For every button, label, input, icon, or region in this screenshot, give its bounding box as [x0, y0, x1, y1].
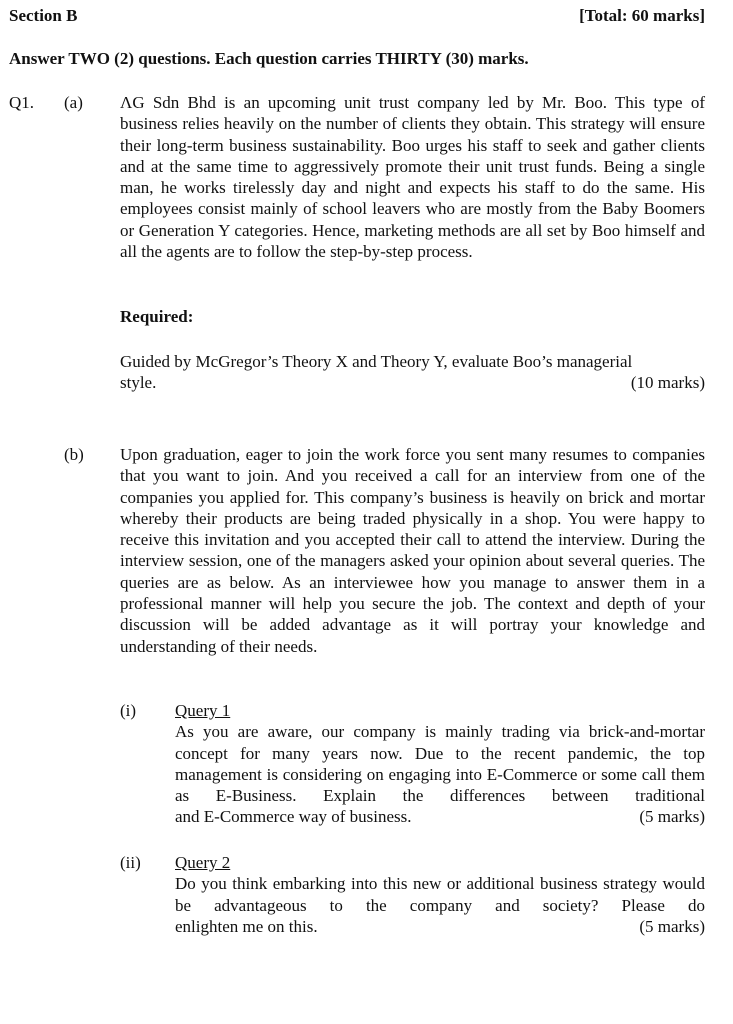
part-a-marks: (10 marks): [630, 373, 705, 393]
query-2-title: Query 2: [175, 853, 231, 872]
part-b-body: Upon graduation, eager to join the work force you sent many resumes to companies that you want to join. And you received a call for an interview from one of the companies you applied for. This company’s business is heavily on brick and mortar whereby their products are being traded physically in a shop. You were happy to receive this invitation and you accepted their call to attend the interview. During the interview session, one of the managers asked your opinion about several queries. The queries are as below. As an interviewee how you manage to answer them in a professional manner will help you secure the job. The context and depth of your discussion will be added advantage as it will portray your knowledge and understanding of their needs.: [120, 445, 705, 656]
query-1-last-line: [175, 806, 705, 827]
sub-ii-label: (ii): [120, 853, 141, 872]
question-number: Q1.: [9, 93, 35, 112]
query-1-body: As you are aware, our company is mainly trading via brick-and-mortar concept for many years now. Due to the recent pandemic, the top management is considering on engaging into E-Commerce or some call them as E-Business. Explain the differences between traditional: [175, 722, 705, 806]
required-text-line1: Guided by McGregor’s Theory X and Theory Y, evaluate Boo’s managerial: [120, 352, 633, 371]
query-1-title: Query 1: [175, 701, 231, 720]
sub-i-label: (i): [120, 701, 137, 720]
query-1-block: [175, 700, 705, 828]
required-label: Required:: [120, 307, 194, 326]
query-2-body: Do you think embarking into this new or additional business strategy would be advantageous to the company and society? Please do: [175, 874, 705, 915]
part-a-body: ΛG Sdn Bhd is an upcoming unit trust company led by Mr. Boo. This type of business relies heavily on the number of clients they obtain. This strategy will ensure their long-term business sustainability. Boo urges his staff to seek and gather clients and at the same time to aggressively promote their unit trust funds. Being a single man, he works tirelessly day and night and expects his staff to do the same. His employees consist mainly of school leavers who are mostly from the Baby Boomers or Generation Y categories. Hence, marketing methods are all set by Boo himself and all the agents are to follow the step-by-step process.: [120, 93, 705, 262]
exam-instruction: Answer TWO (2) questions. Each question carries THIRTY (30) marks.: [9, 49, 529, 68]
total-marks: [Total: 60 marks]: [579, 6, 705, 25]
query-2-block: [175, 852, 705, 937]
query-2-last-line: [175, 916, 705, 937]
part-b-label: (b): [64, 445, 84, 464]
part-a-required-question: [120, 351, 705, 394]
required-text-line2: style.: [120, 373, 157, 393]
query-2-last-text: enlighten me on this.: [175, 916, 318, 936]
query-1-marks: (5 marks): [639, 807, 705, 827]
query-2-marks: (5 marks): [639, 916, 705, 936]
part-a-label: (a): [64, 93, 83, 112]
required-last-line: [120, 372, 705, 393]
query-1-last-text: and E-Commerce way of business.: [175, 807, 412, 827]
section-title: Section B: [9, 6, 78, 25]
